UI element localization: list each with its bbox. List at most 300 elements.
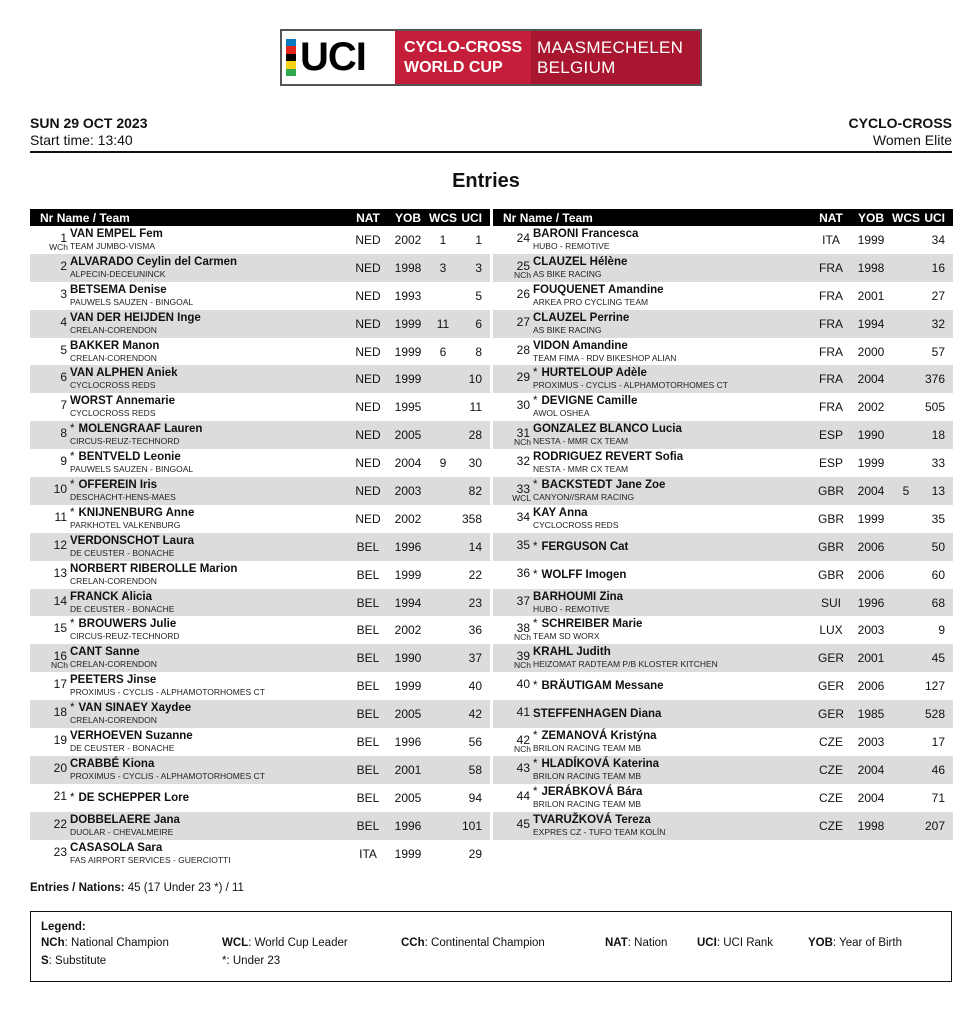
entry-name-cell xyxy=(70,758,348,782)
entry-yob: 1996 xyxy=(394,734,422,749)
entry-uci: 82 xyxy=(468,483,482,498)
rider-name-line xyxy=(70,758,348,770)
entry-row xyxy=(30,561,490,589)
entry-nat: FRA xyxy=(819,372,843,387)
entry-nat: CZE xyxy=(819,734,843,749)
entry-name-cell xyxy=(533,618,811,642)
legend-key: * xyxy=(222,955,227,967)
entry-number: 5 xyxy=(60,342,67,357)
entry-number: 1 xyxy=(60,231,67,245)
entry-yob: 1995 xyxy=(394,400,422,415)
team-name: BRILON RACING TEAM MB xyxy=(533,798,641,809)
entry-number: 10 xyxy=(53,482,67,497)
entry-uci: 40 xyxy=(468,679,482,694)
entry-number: 19 xyxy=(53,733,67,748)
entry-uci: 23 xyxy=(468,595,482,610)
under23-marker: * xyxy=(533,757,538,770)
entry-row xyxy=(30,393,490,421)
legend-desc: : UCI Rank xyxy=(716,937,774,949)
entry-name-cell xyxy=(533,758,811,782)
entry-uci: 50 xyxy=(931,539,945,554)
rider-name: BENTVELD Leonie xyxy=(78,451,181,464)
team-name: CRELAN-CORENDON xyxy=(70,324,157,335)
entry-number: 9 xyxy=(60,454,67,469)
entry-name-cell xyxy=(70,702,348,726)
entry-number: 28 xyxy=(516,342,530,357)
banner-line1: CYCLO-CROSS xyxy=(404,39,523,56)
rider-name: SCHREIBER Marie xyxy=(541,618,643,631)
header-nr: Nr xyxy=(40,210,54,225)
entry-nat: NED xyxy=(355,372,381,387)
entry-yob: 1985 xyxy=(857,707,885,722)
entry-name-cell xyxy=(533,312,811,336)
entry-number: 14 xyxy=(53,593,67,608)
entry-yob: 2006 xyxy=(857,539,885,554)
rider-name-line xyxy=(70,256,348,268)
entry-nr-cell xyxy=(493,421,533,449)
rider-name-line xyxy=(533,340,811,352)
entry-nr-cell xyxy=(493,756,533,784)
rider-name: KRAHL Judith xyxy=(533,646,611,659)
entry-yob: 1996 xyxy=(857,595,885,610)
rider-name: VAN EMPEL Fem xyxy=(70,227,163,240)
entry-row xyxy=(30,784,490,812)
page-title: Entries xyxy=(452,170,520,192)
rider-name-line xyxy=(533,395,811,407)
team-name: DESCHACHT-HENS-MAES xyxy=(70,491,176,502)
entry-nat: FRA xyxy=(819,260,843,275)
team-name: AS BIKE RACING xyxy=(533,324,602,335)
rider-name: CLAUZEL Hélène xyxy=(533,255,628,268)
team-name: ALPECIN-DECEUNINCK xyxy=(70,268,166,279)
entry-nr-cell xyxy=(493,533,533,561)
entry-nr-cell xyxy=(30,533,70,561)
entry-name-cell xyxy=(70,284,348,308)
entry-nr-cell xyxy=(493,644,533,672)
entry-nr-cell xyxy=(493,226,533,254)
legend-item xyxy=(41,955,106,967)
entry-yob: 1999 xyxy=(394,567,422,582)
under23-marker: * xyxy=(70,423,75,436)
entry-name-cell xyxy=(533,786,811,810)
rider-name-line xyxy=(70,842,348,854)
entry-nr-cell xyxy=(493,393,533,421)
rider-name: MOLENGRAAF Lauren xyxy=(78,423,203,436)
entry-yob: 2004 xyxy=(857,372,885,387)
entry-uci: 5 xyxy=(475,288,482,303)
rider-name-line xyxy=(533,367,811,379)
header-name: Name / Team xyxy=(56,210,130,225)
entry-number: 29 xyxy=(516,370,530,385)
entries-summary xyxy=(30,882,244,894)
rider-name-line xyxy=(70,730,348,742)
entry-number: 2 xyxy=(60,258,67,273)
team-name: HUBO - REMOTIVE xyxy=(533,603,610,614)
entry-number: 45 xyxy=(516,816,530,831)
summary-label: Entries / Nations: xyxy=(30,882,125,894)
header-nr: Nr xyxy=(503,210,517,225)
entry-number: 27 xyxy=(516,314,530,329)
rider-name: VAN SINAEY Xaydee xyxy=(78,702,192,715)
rider-name-line xyxy=(533,814,811,826)
entry-name-cell xyxy=(533,479,811,503)
entry-number: 43 xyxy=(516,760,530,775)
legend-desc: : Nation xyxy=(627,937,668,949)
entry-row xyxy=(493,728,953,756)
entry-yob: 2005 xyxy=(394,428,422,443)
rainbow-stripes-icon xyxy=(286,39,296,77)
entry-row xyxy=(493,812,953,840)
team-name: FAS AIRPORT SERVICES - GUERCIOTTI xyxy=(70,854,231,865)
rider-name: STEFFENHAGEN Diana xyxy=(533,708,662,721)
rider-name: OFFEREIN Iris xyxy=(78,478,158,491)
team-name: CANYON//SRAM RACING xyxy=(533,491,635,502)
legend-key: UCI xyxy=(697,937,717,949)
rider-name-line xyxy=(70,674,348,686)
entry-name-cell xyxy=(70,228,348,252)
entry-nr-cell xyxy=(30,282,70,310)
team-name: NESTA - MMR CX TEAM xyxy=(533,464,629,475)
entry-nat: BEL xyxy=(356,623,380,638)
rider-name: RODRIGUEZ REVERT Sofia xyxy=(533,451,684,464)
entry-uci: 1 xyxy=(475,232,482,247)
start-time: Start time: 13:40 xyxy=(30,132,133,148)
rider-name-line xyxy=(70,563,348,575)
team-name: CIRCUS-REUZ-TECHNORD xyxy=(70,631,180,642)
header-nr-name xyxy=(493,211,811,225)
team-name: CIRCUS-REUZ-TECHNORD xyxy=(70,436,180,447)
under23-marker: * xyxy=(70,478,75,491)
team-name: CYCLOCROSS REDS xyxy=(533,519,619,530)
entry-nr-cell xyxy=(493,616,533,644)
entry-nr-cell xyxy=(30,756,70,784)
entry-name-cell xyxy=(533,228,811,252)
entry-uci: 34 xyxy=(931,232,945,247)
entry-name-cell xyxy=(533,541,811,553)
legend-key: YOB xyxy=(808,937,833,949)
entry-name-cell xyxy=(70,618,348,642)
rider-name: ALVARADO Ceylin del Carmen xyxy=(70,255,237,268)
entry-nr-cell xyxy=(493,505,533,533)
event-info xyxy=(30,115,148,149)
entry-uci: 16 xyxy=(931,260,945,275)
under23-marker: * xyxy=(533,540,538,553)
rider-name: FOUQUENET Amandine xyxy=(533,283,664,296)
entry-row xyxy=(493,644,953,672)
entry-wcs: 1 xyxy=(439,232,447,247)
event-date: SUN 29 OCT 2023 xyxy=(30,115,148,131)
rider-name: BARHOUMI Zina xyxy=(533,590,624,603)
legend-item xyxy=(697,937,773,949)
entry-row xyxy=(493,505,953,533)
entry-uci: 33 xyxy=(931,456,945,471)
entry-row xyxy=(30,812,490,840)
entry-name-cell xyxy=(533,646,811,670)
entry-uci: 29 xyxy=(468,846,482,861)
entry-row xyxy=(30,310,490,338)
entry-uci: 14 xyxy=(468,539,482,554)
entry-yob: 2002 xyxy=(394,623,422,638)
header-name: Name / Team xyxy=(519,210,593,225)
rider-name: VIDON Amandine xyxy=(533,339,628,352)
entry-uci: 8 xyxy=(475,344,482,359)
entry-yob: 2003 xyxy=(394,483,422,498)
category: Women Elite xyxy=(872,132,952,148)
entry-uci: 358 xyxy=(461,511,482,526)
entry-nat: SUI xyxy=(820,595,841,610)
entry-yob: 1999 xyxy=(857,456,885,471)
legend-box xyxy=(30,911,952,982)
header-nat: NAT xyxy=(819,210,843,225)
entry-row xyxy=(493,784,953,812)
entry-nat: NED xyxy=(355,400,381,415)
entry-uci: 42 xyxy=(468,707,482,722)
team-name: TEAM SD WORX xyxy=(533,631,600,642)
rider-name: PEETERS Jinse xyxy=(70,674,157,687)
rider-name-line xyxy=(70,423,348,435)
legend-desc: : Continental Champion xyxy=(424,937,545,949)
legend-item xyxy=(808,937,902,949)
team-name: NESTA - MMR CX TEAM xyxy=(533,436,629,447)
entry-uci: 30 xyxy=(468,456,482,471)
entry-number: 30 xyxy=(516,398,530,413)
team-name: CYCLOCROSS REDS xyxy=(70,380,156,391)
legend-item xyxy=(401,937,545,949)
entry-number: 15 xyxy=(53,621,67,636)
rider-name-line xyxy=(533,507,811,519)
under23-marker: * xyxy=(70,451,75,464)
table-header xyxy=(493,209,953,226)
entry-nat: GBR xyxy=(817,567,844,582)
table-header xyxy=(30,209,490,226)
rider-name-line xyxy=(533,758,811,770)
rider-name-line xyxy=(533,541,811,553)
rider-name: BETSEMA Denise xyxy=(70,283,167,296)
entry-nr-cell xyxy=(30,840,70,868)
entry-yob: 1999 xyxy=(394,679,422,694)
entry-name-cell xyxy=(70,423,348,447)
entry-nat: NED xyxy=(355,344,381,359)
entry-yob: 1999 xyxy=(394,344,422,359)
entry-yob: 2001 xyxy=(857,288,885,303)
rider-name: KNIJNENBURG Anne xyxy=(78,506,195,519)
legend-desc: : Substitute xyxy=(48,955,107,967)
entry-uci: 9 xyxy=(938,623,945,638)
rider-name-line xyxy=(70,479,348,491)
entry-number: 36 xyxy=(516,565,530,580)
rider-name: CLAUZEL Perrine xyxy=(533,311,630,324)
entry-nr-cell xyxy=(493,338,533,366)
under23-marker: * xyxy=(533,478,538,491)
entry-nat: FRA xyxy=(819,316,843,331)
rider-name-line xyxy=(70,591,348,603)
entry-nat: CZE xyxy=(819,818,843,833)
team-name: CRELAN-CORENDON xyxy=(70,575,157,586)
entry-row xyxy=(493,226,953,254)
entry-nr-cell xyxy=(30,616,70,644)
under23-marker: * xyxy=(70,702,75,715)
entry-nat: GBR xyxy=(817,511,844,526)
entry-name-cell xyxy=(70,535,348,559)
entry-name-cell xyxy=(533,284,811,308)
legend-desc: : Under 23 xyxy=(226,955,281,967)
entry-nat: GER xyxy=(817,707,844,722)
entry-name-cell xyxy=(70,507,348,531)
entry-number: 44 xyxy=(516,788,530,803)
entry-number: 33 xyxy=(516,482,530,497)
entry-nr-cell xyxy=(493,282,533,310)
entry-number: 35 xyxy=(516,537,530,552)
entry-yob: 2001 xyxy=(857,651,885,666)
rider-name: BROUWERS Julie xyxy=(78,618,177,631)
rider-name-line xyxy=(533,423,811,435)
entry-name-cell xyxy=(70,646,348,670)
under23-marker: * xyxy=(533,618,538,631)
entry-nat: NED xyxy=(355,288,381,303)
entry-row xyxy=(30,254,490,282)
entry-nr-cell xyxy=(30,477,70,505)
team-name: DUOLAR - CHEVALMEIRE xyxy=(70,826,174,837)
entry-uci: 207 xyxy=(924,818,945,833)
rider-name-line xyxy=(70,228,348,240)
entry-uci: 17 xyxy=(931,734,945,749)
entry-name-cell xyxy=(70,479,348,503)
legend-item xyxy=(41,937,169,949)
entry-row xyxy=(30,226,490,254)
entry-nat: NED xyxy=(355,316,381,331)
rider-name-line xyxy=(70,814,348,826)
entry-nr-cell xyxy=(493,672,533,700)
team-name: CRELAN-CORENDON xyxy=(70,352,157,363)
entry-number: 42 xyxy=(516,733,530,748)
entry-name-cell xyxy=(533,708,811,720)
legend-desc: : Year of Birth xyxy=(832,937,902,949)
rider-name-line xyxy=(70,284,348,296)
banner-location xyxy=(531,31,700,84)
legend-item xyxy=(605,937,667,949)
entry-name-cell xyxy=(533,680,811,692)
entry-uci: 60 xyxy=(931,567,945,582)
entry-nr-cell xyxy=(30,728,70,756)
entry-nat: ESP xyxy=(818,428,843,443)
entry-number: 40 xyxy=(516,677,530,692)
rider-name: ZEMANOVÁ Kristýna xyxy=(541,729,657,742)
entry-name-cell xyxy=(70,814,348,838)
rider-name-line xyxy=(533,569,811,581)
entry-nat: CZE xyxy=(819,762,843,777)
rider-name: VAN DER HEIJDEN Inge xyxy=(70,311,201,324)
entry-row xyxy=(30,533,490,561)
entry-nr-cell xyxy=(30,449,70,477)
entry-name-cell xyxy=(533,367,811,391)
entry-row xyxy=(30,589,490,617)
entry-nat: BEL xyxy=(356,707,380,722)
entry-name-cell xyxy=(70,730,348,754)
entry-name-cell xyxy=(533,814,811,838)
rider-name: HLADÍKOVÁ Katerina xyxy=(541,757,660,770)
entry-yob: 1990 xyxy=(394,651,422,666)
entry-yob: 2002 xyxy=(394,232,422,247)
entry-uci: 6 xyxy=(475,316,482,331)
rider-name: CASASOLA Sara xyxy=(70,841,163,854)
team-name: PAUWELS SAUZEN - BINGOAL xyxy=(70,296,194,307)
entry-yob: 1999 xyxy=(857,232,885,247)
rider-name: FRANCK Alicia xyxy=(70,590,152,603)
entry-number: 39 xyxy=(516,649,530,664)
entry-number: 37 xyxy=(516,593,530,608)
entry-yob: 2006 xyxy=(857,679,885,694)
entry-number: 18 xyxy=(53,705,67,720)
team-name: HUBO - REMOTIVE xyxy=(533,240,610,251)
rider-name: WOLFF Imogen xyxy=(541,568,627,581)
rider-name-line xyxy=(533,312,811,324)
entry-row xyxy=(30,505,490,533)
entry-nr-cell xyxy=(30,393,70,421)
legend-item xyxy=(222,937,348,949)
entry-nat: NED xyxy=(355,511,381,526)
entry-row xyxy=(493,533,953,561)
team-name: BRILON RACING TEAM MB xyxy=(533,742,641,753)
entry-nr-cell xyxy=(493,589,533,617)
entry-row xyxy=(493,672,953,700)
entry-yob: 2006 xyxy=(857,567,885,582)
rider-name-line xyxy=(533,284,811,296)
entry-nr-cell xyxy=(493,784,533,812)
entry-nr-cell xyxy=(30,365,70,393)
entry-yob: 2003 xyxy=(857,623,885,638)
under23-marker: * xyxy=(533,568,538,581)
under23-marker: * xyxy=(70,618,75,631)
under23-marker: * xyxy=(533,367,538,380)
rider-name-line xyxy=(70,646,348,658)
entry-nr-cell xyxy=(493,477,533,505)
entry-yob: 2001 xyxy=(394,762,422,777)
legend-title: Legend: xyxy=(41,921,86,933)
team-name: BRILON RACING TEAM MB xyxy=(533,770,641,781)
entry-nat: BEL xyxy=(356,762,380,777)
entry-nat: NED xyxy=(355,232,381,247)
entry-number: 6 xyxy=(60,370,67,385)
entry-status: NCh xyxy=(513,269,531,280)
entry-nr-cell xyxy=(493,561,533,589)
uci-logo-text: UCI xyxy=(300,35,366,79)
entry-row xyxy=(493,365,953,393)
entry-number: 21 xyxy=(53,788,67,803)
rider-name-line xyxy=(70,792,348,804)
entry-number: 12 xyxy=(53,537,67,552)
entry-yob: 2004 xyxy=(857,790,885,805)
entry-uci: 32 xyxy=(931,316,945,331)
entry-uci: 18 xyxy=(931,428,945,443)
entry-nr-cell xyxy=(30,561,70,589)
entry-nat: NED xyxy=(355,456,381,471)
entry-name-cell xyxy=(70,256,348,280)
team-name: CYCLOCROSS REDS xyxy=(70,408,156,419)
rider-name-line xyxy=(70,340,348,352)
entry-uci: 58 xyxy=(468,762,482,777)
team-name: PROXIMUS - CYCLIS - ALPHAMOTORHOMES CT xyxy=(533,380,728,391)
entry-uci: 3 xyxy=(475,260,482,275)
entry-nat: ITA xyxy=(359,846,377,861)
team-name: CRELAN-CORENDON xyxy=(70,715,157,726)
entry-yob: 1996 xyxy=(394,539,422,554)
under23-marker: * xyxy=(533,680,538,693)
entry-number: 17 xyxy=(53,677,67,692)
entry-row xyxy=(30,421,490,449)
header-nat: NAT xyxy=(356,210,380,225)
entry-name-cell xyxy=(70,395,348,419)
rider-name-line xyxy=(70,535,348,547)
